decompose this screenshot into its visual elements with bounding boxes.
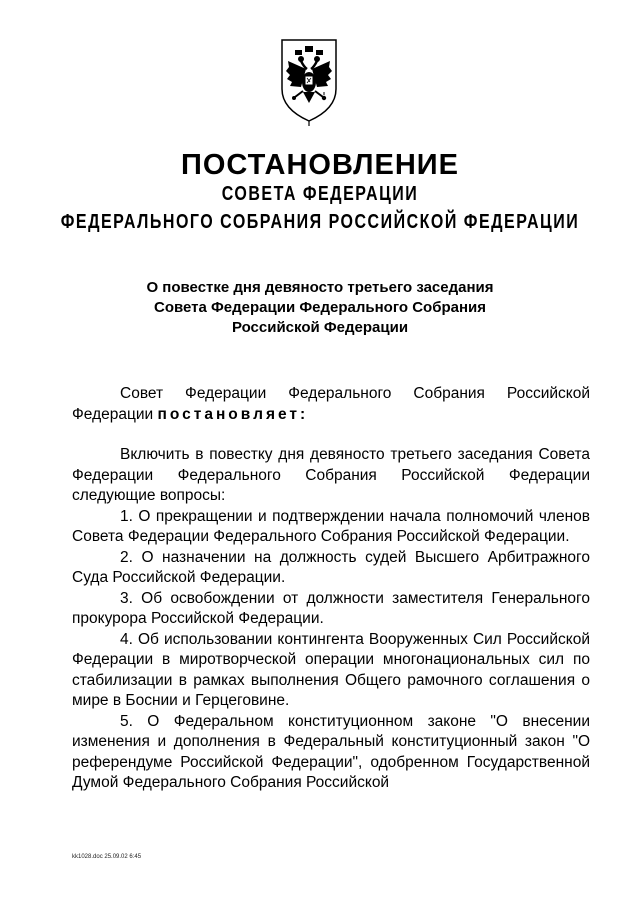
subject-line: О повестке дня девяносто третьего заседания bbox=[146, 279, 494, 296]
intro-paragraph: Включить в повестку дня девяносто третьего заседания Совета Федерации Федерального Собрания Российской Федерации следующие вопросы: bbox=[72, 446, 590, 504]
issuing-body-line-2: ФЕДЕРАЛЬНОГО СОБРАНИЯ РОССИЙСКОЙ ФЕДЕРАЦИИ bbox=[60, 211, 580, 233]
agenda-item-5: 5. О Федеральном конституционном законе "О внесении изменения и дополнения в Федеральный конституционный закон "О референдуме Российской Федерации", одобренном Государственной Думой Федерального Собрания Российской bbox=[72, 712, 590, 791]
agenda-item-2: 2. О назначении на должность судей Высшего Арбитражного Суда Российской Федерации. bbox=[72, 548, 590, 586]
agenda-item-4: 4. Об использовании контингента Вооруженных Сил Российской Федерации в миротворческой операции многонациональных сил по стабилизации в рамках выполнения Общего рамочного соглашения о мире в Боснии и Герцеговине. bbox=[72, 630, 590, 709]
document-title: ПОСТАНОВЛЕНИЕ bbox=[181, 149, 459, 181]
preamble-paragraph bbox=[72, 384, 590, 425]
subject-line: Российской Федерации bbox=[231, 319, 409, 336]
agenda-item-1: 1. О прекращении и подтверждении начала полномочий членов Совета Федерации Федерального Собрания Российской Федерации. bbox=[72, 507, 590, 545]
preamble-text: Совет Федерации Федерального Собрания Российской Федерации bbox=[72, 385, 590, 423]
document-body bbox=[72, 384, 590, 794]
agenda-item-3: 3. Об освобождении от должности заместителя Генерального прокурора Российской Федерации. bbox=[72, 589, 590, 627]
resolution-verb: постановляет: bbox=[157, 405, 309, 423]
coat-of-arms-emblem bbox=[279, 37, 339, 127]
subject-line: Совета Федерации Федерального Собрания bbox=[153, 299, 487, 316]
file-footer: kk1028.doc 25.09.02 6:45 bbox=[72, 854, 142, 860]
issuing-body-line-1: СОВЕТА ФЕДЕРАЦИИ bbox=[221, 183, 419, 205]
document-subject bbox=[0, 278, 640, 338]
